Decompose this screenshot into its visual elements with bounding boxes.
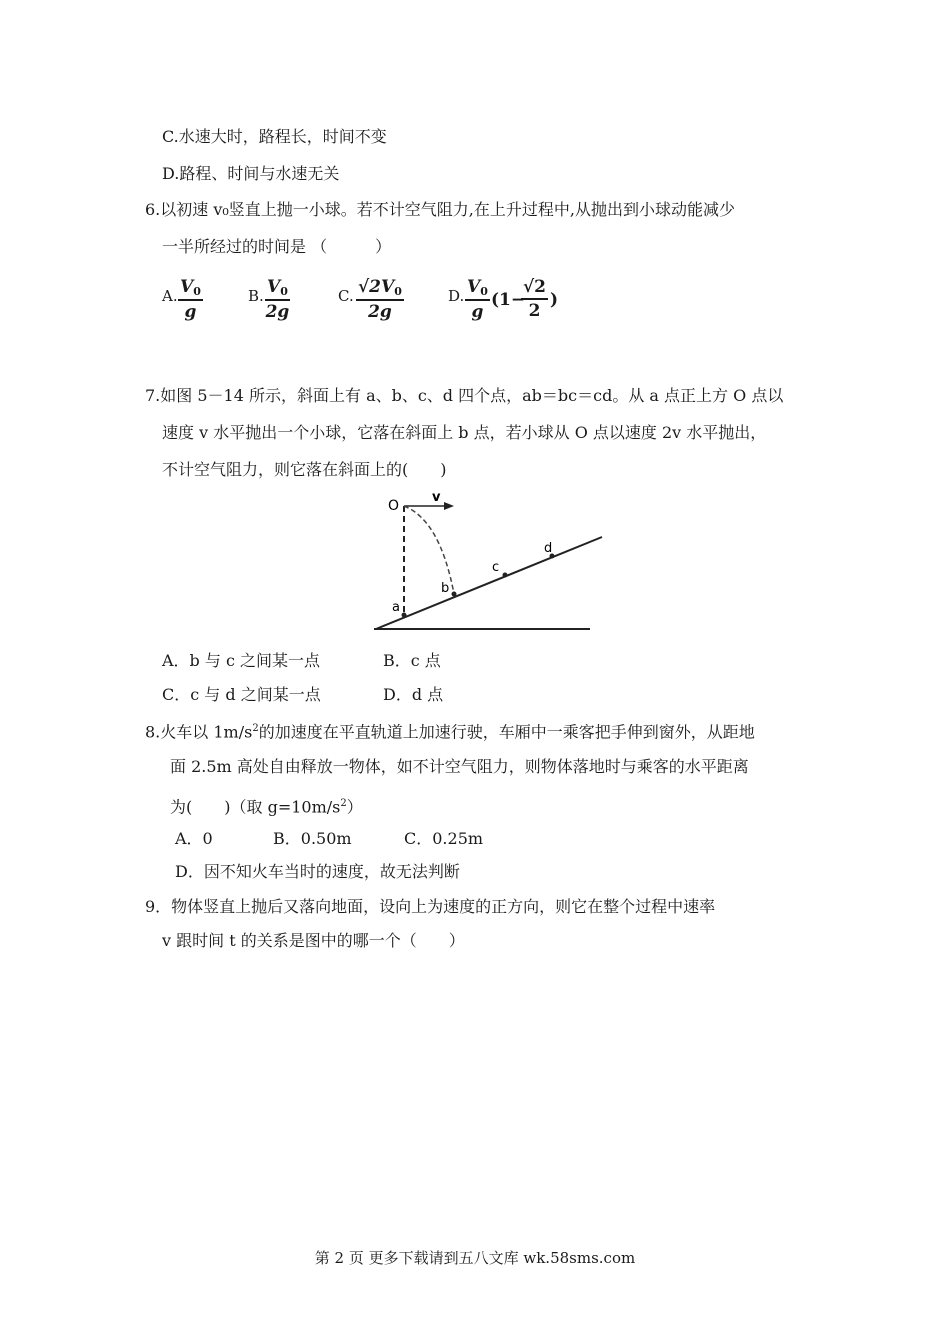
label-O: O [388,498,400,514]
q5-option-d: D.路程、时间与水速无关 [162,164,340,183]
q8-stem-line1: 8.火车以 $1m/s^2$的加速度在平直轨道上加速行驶，车厢中一乘客把手伸到窗外，从距地 [145,722,755,742]
q7-option-b: B．c 点 [383,651,441,670]
q6-option-a-label: A. [162,287,178,305]
q6-option-d-fraction: $V_0$ g [467,277,488,322]
q6-option-d-sqrt-fraction: √2 2 [523,277,547,321]
q6-option-a-fraction: $V_0$ g [180,277,201,322]
q8-stem-line3: 为( )（取 $g=10m/s^2$） [170,797,363,817]
q7-option-a: A．b 与 c 之间某一点 [162,651,321,670]
q7-stem-line1: 7.如图 5－14 所示，斜面上有 a、b、c、d 四个点，ab＝bc＝cd。从 a 点正上方 O 点以 [145,386,784,405]
label-c: c [492,560,500,575]
q9-stem-line1: 9．物体竖直上抛后又落向地面，设向上为速度的正方向，则它在整个过程中速率 [145,897,716,916]
point-b [452,592,457,597]
q6-option-d-close: ) [550,290,559,310]
q7-stem-line3: 不计空气阻力，则它落在斜面上的( ) [162,460,447,479]
q7-option-c: C．c 与 d 之间某一点 [162,685,321,704]
q6-option-b-label: B. [248,287,264,305]
q6-option-b-fraction: $V_0$ 2g [265,277,290,322]
q8-stem-line2: 面 2.5m 高处自由释放一物体，如不计空气阻力，则物体落地时与乘客的水平距离 [170,757,749,776]
label-d: d [544,541,553,556]
q8-option-c: C．0.25m [404,829,484,848]
label-a: a [392,600,400,615]
page-footer: 第 2 页 更多下载请到五八文库 wk.58sms.com [314,1249,636,1267]
q9-stem-line2: v 跟时间 t 的关系是图中的哪一个（ ） [162,931,465,950]
q6-stem-line2: 一半所经过的时间是 （ ） [162,237,392,256]
q8-option-a: A．0 [175,829,213,848]
q6-option-c-fraction: $√2V_0$ 2g [358,277,402,322]
q8-option-d: D．因不知火车当时的速度，故无法判断 [175,862,460,881]
point-c [503,573,508,578]
point-a [402,613,407,618]
q5-option-c: C.水速大时，路程长，时间不变 [162,127,387,146]
q6-option-d-paren: (1− [491,290,526,310]
q7-stem-line2: 速度 v 水平抛出一个小球，它落在斜面上 b 点，若小球从 O 点以速度 2v 水平抛出， [162,423,767,442]
incline-line [376,537,602,629]
q6-stem-line1: 6.以初速 v₀竖直上抛一小球。若不计空气阻力,在上升过程中,从抛出到小球动能减少 [145,200,735,219]
q8-option-b: B．0.50m [273,829,352,848]
q6-option-d-label: D. [448,287,465,305]
q7-option-d: D．d 点 [383,685,444,704]
label-b: b [441,581,450,596]
incline-figure [370,490,610,635]
label-v: v [432,490,441,505]
q6-option-c-label: C. [338,287,354,305]
arrow-head [444,502,454,510]
